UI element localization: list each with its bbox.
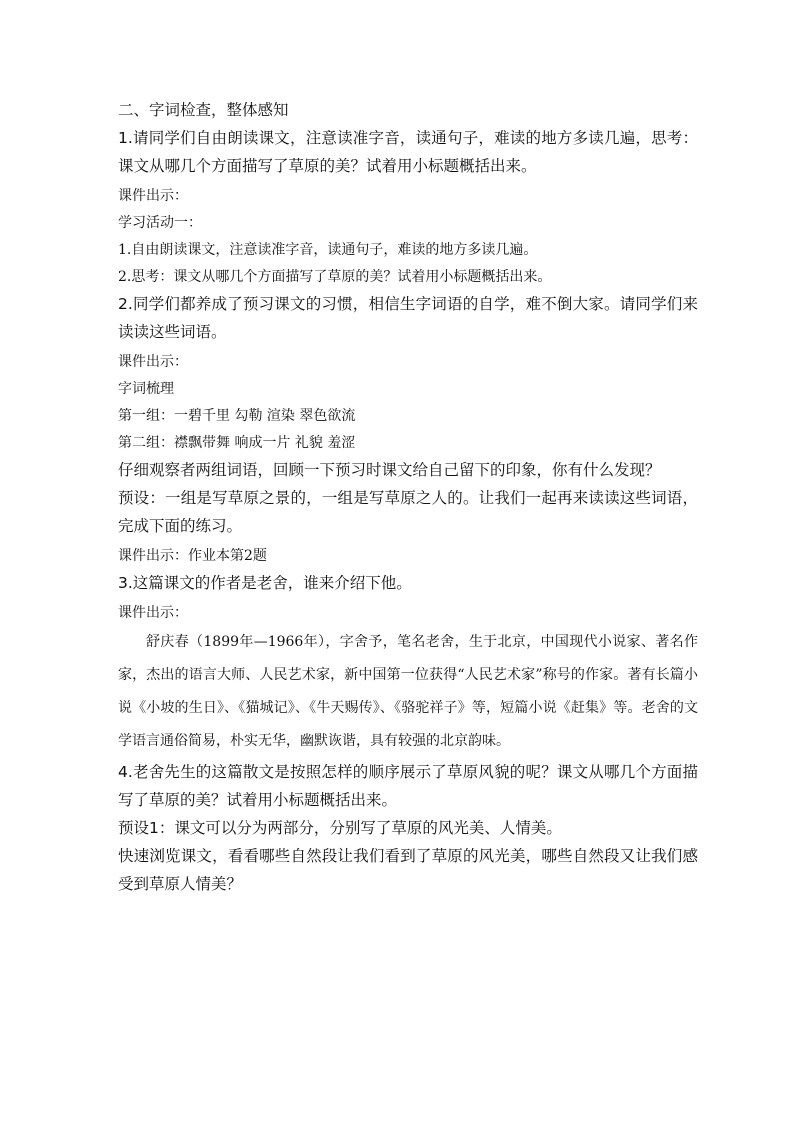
vocab-group-1: 第一组：一碧千里 勾勒 渲染 翠色欲流 [118, 408, 356, 424]
paragraph-5: 3.这篇课文的作者是老舍，谁来介绍下他。 [118, 574, 412, 592]
paragraph-2: 2.同学们都养成了预习课文的习惯，相信生字词语的自学，难不倒大家。请同学们来读读这些词语。 [118, 295, 698, 341]
vocab-heading: 字词梳理 [118, 381, 174, 397]
courseware-label: 课件出示：作业本第2题 [118, 548, 267, 564]
paragraph-3: 仔细观察者两组词语，回顾一下预习时课文给自己留下的印象，你有什么发现？ [118, 461, 661, 479]
author-bio: 舒庆春（1899年—1966年），字舍予，笔名老舍，生于北京，中国现代小说家、著名作家，杰出的语言大师、人民艺术家，新中国第一位获得“人民艺术家”称号的作家。著有长篇小说《小坡的生日》、《猫城记》、《牛天赐传》、《骆驼祥子》等，短篇小说《赶集》等。老舍的文学语言通俗简易，朴实无华，幽默诙谐，具有较强的北京韵味。 [118, 634, 698, 749]
activity-title: 学习活动一： [118, 215, 202, 231]
section-heading: 二、字词检查，整体感知 [118, 101, 289, 119]
paragraph-7: 预设1：课文可以分为两部分，分别写了草原的风光美、人情美。 [118, 819, 562, 837]
activity-item-2: 2.思考：课文从哪几个方面描写了草原的美？试着用小标题概括出来。 [118, 269, 552, 285]
activity-item-1: 1.自由朗读课文，注意读准字音，读通句子，难读的地方多读几遍。 [118, 242, 538, 258]
paragraph-6: 4.老舍先生的这篇散文是按照怎样的顺序展示了草原风貌的呢？课文从哪几个方面描写了草原的美？试着用小标题概括出来。 [118, 763, 698, 809]
vocab-group-2: 第二组：襟飘带舞 响成一片 礼貌 羞涩 [118, 435, 356, 451]
paragraph-1: 1.请同学们自由朗读课文，注意读准字音，读通句子，难读的地方多读几遍，思考：课文从哪几个方面描写了草原的美？试着用小标题概括出来。 [118, 129, 698, 175]
courseware-label: 课件出示： [118, 605, 188, 621]
document-body [118, 96, 698, 898]
paragraph-4: 预设：一组是写草原之景的，一组是写草原之人的。让我们一起再来读读这些词语，完成下面的练习。 [118, 489, 698, 535]
courseware-label: 课件出示： [118, 188, 188, 204]
courseware-label: 课件出示： [118, 354, 188, 370]
paragraph-8: 快速浏览课文，看看哪些自然段让我们看到了草原的风光美，哪些自然段又让我们感受到草原人情美？ [118, 847, 698, 893]
